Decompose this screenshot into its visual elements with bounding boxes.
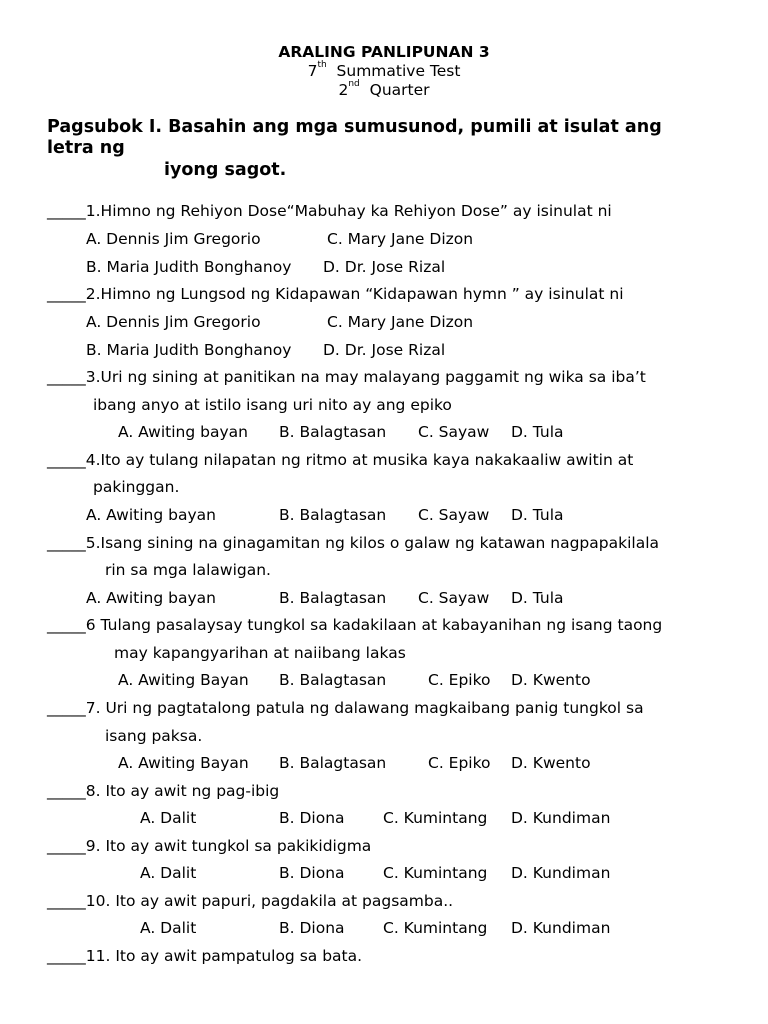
choice-b: B. Balagtasan [279, 589, 387, 607]
question-text: _____9. Ito ay awit tungkol sa pakikidigma [47, 837, 372, 855]
question-text-continued: rin sa mga lalawigan. [105, 561, 271, 579]
choice-a: A. Dennis Jim Gregorio [86, 313, 261, 331]
document-title: ARALING PANLIPUNAN 3 [278, 43, 490, 61]
choice-c: C. Sayaw [418, 423, 490, 441]
question-text-continued: may kapangyarihan at naiibang lakas [114, 644, 406, 662]
choice-b: B. Balagtasan [279, 754, 387, 772]
choice-d: D. Dr. Jose Rizal [323, 341, 446, 359]
choice-b: B. Diona [279, 919, 345, 937]
instructions-line-1: Pagsubok I. Basahin ang mga sumusunod, pumili at isulat ang [47, 117, 662, 137]
choice-b: B. Balagtasan [279, 506, 387, 524]
choice-d: D. Tula [511, 506, 564, 524]
choice-d: D. Kwento [511, 671, 591, 689]
choice-b: B. Maria Judith Bonghanoy [86, 258, 292, 276]
choice-d: D. Kundiman [511, 919, 611, 937]
choice-b: B. Diona [279, 864, 345, 882]
question-text: _____3.Uri ng sining at panitikan na may malayang paggamit ng wika sa iba’t [47, 368, 646, 386]
choice-a: A. Awiting bayan [86, 506, 216, 524]
question-text: _____4.Ito ay tulang nilapatan ng ritmo at musika kaya nakakaaliw awitin at [47, 451, 634, 469]
choice-c: C. Kumintang [383, 919, 488, 937]
choice-a: A. Dalit [140, 919, 197, 937]
instructions-line-3: iyong sagot. [164, 160, 287, 180]
question-text: _____2.Himno ng Lungsod ng Kidapawan “Kidapawan hymn ” ay isinulat ni [47, 285, 624, 303]
choice-d: D. Kundiman [511, 864, 611, 882]
choice-c: C. Mary Jane Dizon [327, 230, 474, 248]
choice-a: A. Dalit [140, 864, 197, 882]
question-text: _____10. Ito ay awit papuri, pagdakila at pagsamba.. [47, 892, 454, 910]
choice-c: C. Epiko [428, 754, 491, 772]
choice-b: B. Balagtasan [279, 423, 387, 441]
choice-c: C. Kumintang [383, 864, 488, 882]
choice-b: B. Maria Judith Bonghanoy [86, 341, 292, 359]
question-text: _____8. Ito ay awit ng pag-ibig [47, 782, 280, 800]
choice-a: A. Dennis Jim Gregorio [86, 230, 261, 248]
question-text-continued: pakinggan. [93, 478, 180, 496]
choice-c: C. Epiko [428, 671, 491, 689]
question-text: _____1.Himno ng Rehiyon Dose“Mabuhay ka Rehiyon Dose” ay isinulat ni [47, 202, 612, 220]
choice-d: D. Kundiman [511, 809, 611, 827]
instructions-line-2: letra ng [47, 138, 125, 158]
question-text: _____5.Isang sining na ginagamitan ng kilos o galaw ng katawan nagpapakilala [47, 534, 660, 552]
choice-b: B. Diona [279, 809, 345, 827]
choice-c: C. Kumintang [383, 809, 488, 827]
choice-b: B. Balagtasan [279, 671, 387, 689]
choice-d: D. Tula [511, 589, 564, 607]
choice-a: A. Awiting bayan [118, 423, 248, 441]
choice-a: A. Awiting Bayan [118, 754, 249, 772]
question-text: _____6 Tulang pasalaysay tungkol sa kadakilaan at kabayanihan ng isang taong [47, 616, 663, 634]
question-text-continued: ibang anyo at istilo isang uri nito ay ang epiko [93, 396, 452, 414]
quarter-subtitle: 2nd Quarter [338, 79, 430, 99]
choice-d: D. Dr. Jose Rizal [323, 258, 446, 276]
choice-d: D. Kwento [511, 754, 591, 772]
question-text-continued: isang paksa. [105, 727, 203, 745]
choice-c: C. Mary Jane Dizon [327, 313, 474, 331]
choice-a: A. Dalit [140, 809, 197, 827]
choice-a: A. Awiting Bayan [118, 671, 249, 689]
choice-c: C. Sayaw [418, 589, 490, 607]
question-text: _____11. Ito ay awit pampatulog sa bata. [47, 947, 363, 965]
choice-c: C. Sayaw [418, 506, 490, 524]
test-subtitle: 7th Summative Test [307, 60, 461, 80]
choice-a: A. Awiting bayan [86, 589, 216, 607]
choice-d: D. Tula [511, 423, 564, 441]
question-text: _____7. Uri ng pagtatalong patula ng dalawang magkaibang panig tungkol sa [47, 699, 644, 717]
